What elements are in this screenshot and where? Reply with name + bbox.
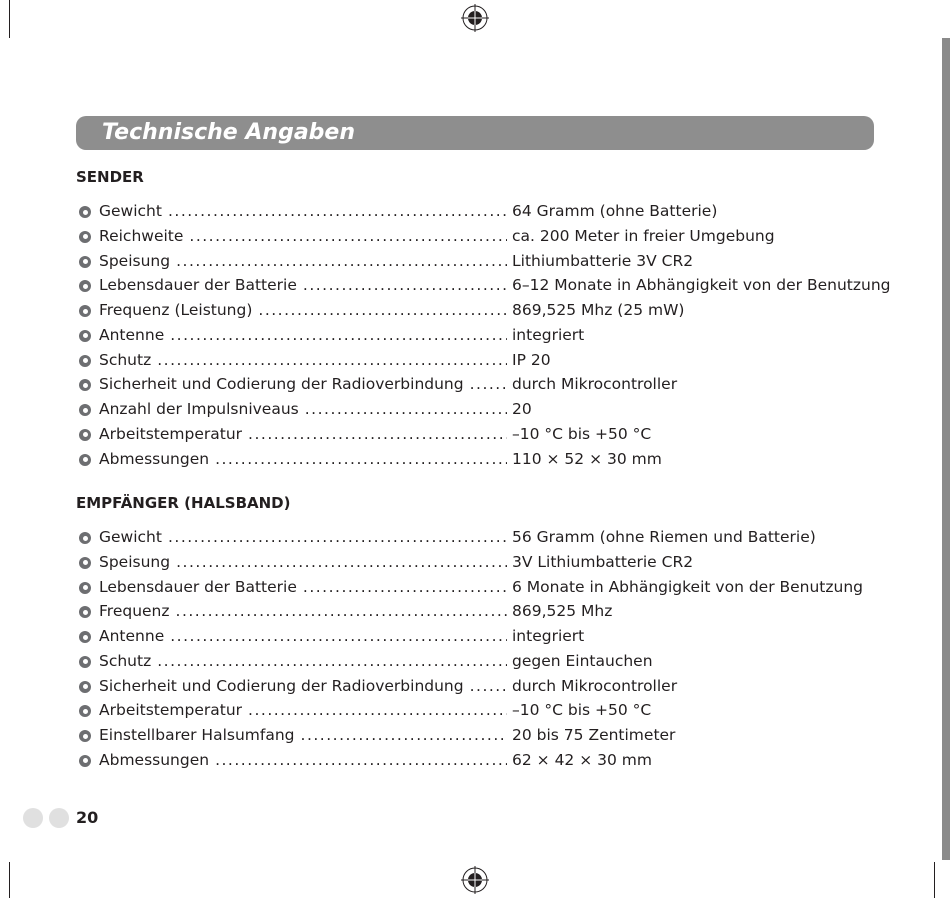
dot-leader — [170, 624, 507, 649]
spec-value: 20 — [512, 400, 532, 418]
bullet-icon — [79, 355, 91, 367]
spec-row — [76, 199, 896, 224]
spec-value: 3V Lithiumbatterie CR2 — [512, 552, 694, 571]
spec-row — [76, 397, 896, 422]
dot-leader — [176, 550, 507, 575]
crop-mark — [9, 0, 10, 38]
spec-value: 6 Monate in Abhängigkeit von der Benutzung — [512, 577, 864, 596]
registration-mark-icon — [461, 4, 489, 32]
spec-label: Abmessungen — [99, 449, 210, 468]
spec-label-wrap — [99, 224, 509, 249]
dot-leader — [470, 674, 507, 699]
dot-leader — [248, 422, 507, 447]
spec-row — [76, 599, 896, 624]
spec-value: durch Mikrocontroller — [512, 676, 678, 695]
bullet-icon — [79, 557, 91, 569]
dot-leader — [189, 224, 507, 249]
spec-row — [76, 224, 896, 249]
bullet-icon — [79, 280, 91, 292]
spec-label-wrap — [99, 748, 509, 773]
spec-row — [76, 624, 896, 649]
section-heading-receiver: EMPFÄNGER (HALSBAND) — [76, 494, 291, 512]
spec-value: integriert — [512, 325, 585, 344]
spec-value: integriert — [512, 627, 585, 645]
crop-mark — [9, 862, 10, 898]
dot-leader — [215, 447, 507, 472]
spec-label: Einstellbarer Halsumfang — [99, 726, 295, 744]
bullet-icon — [79, 631, 91, 643]
spec-value: –10 °C bis +50 °C — [512, 701, 652, 720]
spec-label-wrap — [99, 298, 509, 323]
spec-label: Sicherheit und Codierung der Radioverbindung — [99, 375, 464, 394]
bullet-icon — [79, 206, 91, 218]
spec-row — [76, 447, 896, 472]
bullet-icon — [79, 231, 91, 243]
sender-spec-list — [76, 199, 896, 471]
spec-value: IP 20 — [512, 350, 551, 369]
bullet-icon — [79, 656, 91, 668]
dot-leader — [301, 723, 507, 748]
spec-label: Antenne — [99, 627, 165, 645]
spec-label: Anzahl der Impulsniveaus — [99, 400, 299, 418]
dot-leader — [157, 348, 507, 373]
dot-leader — [248, 698, 507, 723]
spec-row — [76, 249, 896, 274]
bullet-icon — [79, 681, 91, 693]
title-bar — [76, 116, 874, 150]
page-dot — [23, 808, 43, 828]
page-dot — [49, 808, 69, 828]
spec-label-wrap — [99, 698, 509, 723]
bullet-icon — [79, 705, 91, 717]
dot-leader — [258, 298, 507, 323]
spec-label: Schutz — [99, 651, 152, 670]
spec-value: ca. 200 Meter in freier Umgebung — [512, 226, 775, 245]
spec-label-wrap — [99, 649, 509, 674]
bullet-icon — [79, 730, 91, 742]
spec-row — [76, 748, 896, 773]
spec-value: 869,525 Mhz — [512, 602, 613, 621]
spec-row — [76, 698, 896, 723]
spec-label-wrap — [99, 624, 509, 649]
spec-label: Speisung — [99, 552, 171, 571]
spec-label-wrap — [99, 723, 509, 748]
bullet-icon — [79, 429, 91, 441]
bullet-icon — [79, 532, 91, 544]
spec-label-wrap — [99, 599, 509, 624]
spec-label-wrap — [99, 372, 509, 397]
dot-leader — [303, 575, 507, 600]
bullet-icon — [79, 330, 91, 342]
spec-value: 56 Gramm (ohne Riemen und Batterie) — [512, 528, 816, 546]
spec-label-wrap — [99, 273, 509, 298]
spec-row — [76, 273, 896, 298]
registration-mark-icon — [461, 866, 489, 894]
spec-row — [76, 550, 896, 575]
spec-label: Antenne — [99, 325, 165, 344]
spec-label: Arbeitstemperatur — [99, 424, 243, 443]
spec-row — [76, 348, 896, 373]
bullet-icon — [79, 256, 91, 268]
dot-leader — [176, 599, 507, 624]
spec-label-wrap — [99, 422, 509, 447]
spec-row — [76, 723, 896, 748]
bullet-icon — [79, 454, 91, 466]
dot-leader — [168, 199, 507, 224]
spec-label-wrap — [99, 525, 509, 550]
spec-label-wrap — [99, 348, 509, 373]
spec-row — [76, 649, 896, 674]
spec-value: 62 × 42 × 30 mm — [512, 750, 652, 769]
spec-label: Schutz — [99, 350, 152, 369]
spec-value: durch Mikrocontroller — [512, 375, 678, 394]
section-heading-sender: SENDER — [76, 168, 144, 186]
dot-leader — [305, 397, 507, 422]
bullet-icon — [79, 755, 91, 767]
spec-label-wrap — [99, 674, 509, 699]
spec-row — [76, 422, 896, 447]
dot-leader — [170, 323, 507, 348]
spec-value: 20 bis 75 Zentimeter — [512, 726, 676, 744]
spec-row — [76, 575, 896, 600]
bullet-icon — [79, 582, 91, 594]
spec-label: Gewicht — [99, 202, 162, 220]
spec-label: Speisung — [99, 251, 171, 270]
spec-value: –10 °C bis +50 °C — [512, 424, 652, 443]
dot-leader — [168, 525, 507, 550]
page-edge-bar — [942, 38, 950, 860]
spec-value: 110 × 52 × 30 mm — [512, 449, 662, 468]
spec-label: Arbeitstemperatur — [99, 701, 243, 720]
dot-leader — [470, 372, 507, 397]
page-number: 20 — [76, 808, 99, 827]
spec-value: gegen Eintauchen — [512, 651, 653, 670]
spec-label-wrap — [99, 447, 509, 472]
spec-label: Lebensdauer der Batterie — [99, 276, 297, 295]
crop-mark — [934, 862, 935, 898]
spec-label: Reichweite — [99, 226, 184, 245]
spec-value: Lithiumbatterie 3V CR2 — [512, 251, 694, 270]
dot-leader — [176, 249, 507, 274]
bullet-icon — [79, 379, 91, 391]
bullet-icon — [79, 404, 91, 416]
spec-label: Frequenz (Leistung) — [99, 301, 253, 319]
spec-label-wrap — [99, 550, 509, 575]
spec-label: Lebensdauer der Batterie — [99, 577, 297, 596]
spec-label: Frequenz — [99, 602, 170, 621]
page-title: Technische Angaben — [102, 120, 355, 145]
spec-label-wrap — [99, 249, 509, 274]
dot-leader — [215, 748, 507, 773]
spec-value: 6–12 Monate in Abhängigkeit von der Benutzung — [512, 276, 891, 295]
dot-leader — [303, 273, 507, 298]
spec-label-wrap — [99, 397, 509, 422]
spec-label: Abmessungen — [99, 750, 210, 769]
spec-label: Gewicht — [99, 528, 162, 546]
spec-label-wrap — [99, 575, 509, 600]
spec-row — [76, 372, 896, 397]
spec-row — [76, 674, 896, 699]
bullet-icon — [79, 606, 91, 618]
spec-row — [76, 323, 896, 348]
spec-label-wrap — [99, 199, 509, 224]
spec-label: Sicherheit und Codierung der Radioverbindung — [99, 676, 464, 695]
bullet-icon — [79, 305, 91, 317]
spec-row — [76, 525, 896, 550]
dot-leader — [157, 649, 507, 674]
spec-label-wrap — [99, 323, 509, 348]
spec-row — [76, 298, 896, 323]
spec-value: 869,525 Mhz (25 mW) — [512, 301, 685, 319]
receiver-spec-list — [76, 525, 896, 773]
spec-value: 64 Gramm (ohne Batterie) — [512, 202, 718, 220]
